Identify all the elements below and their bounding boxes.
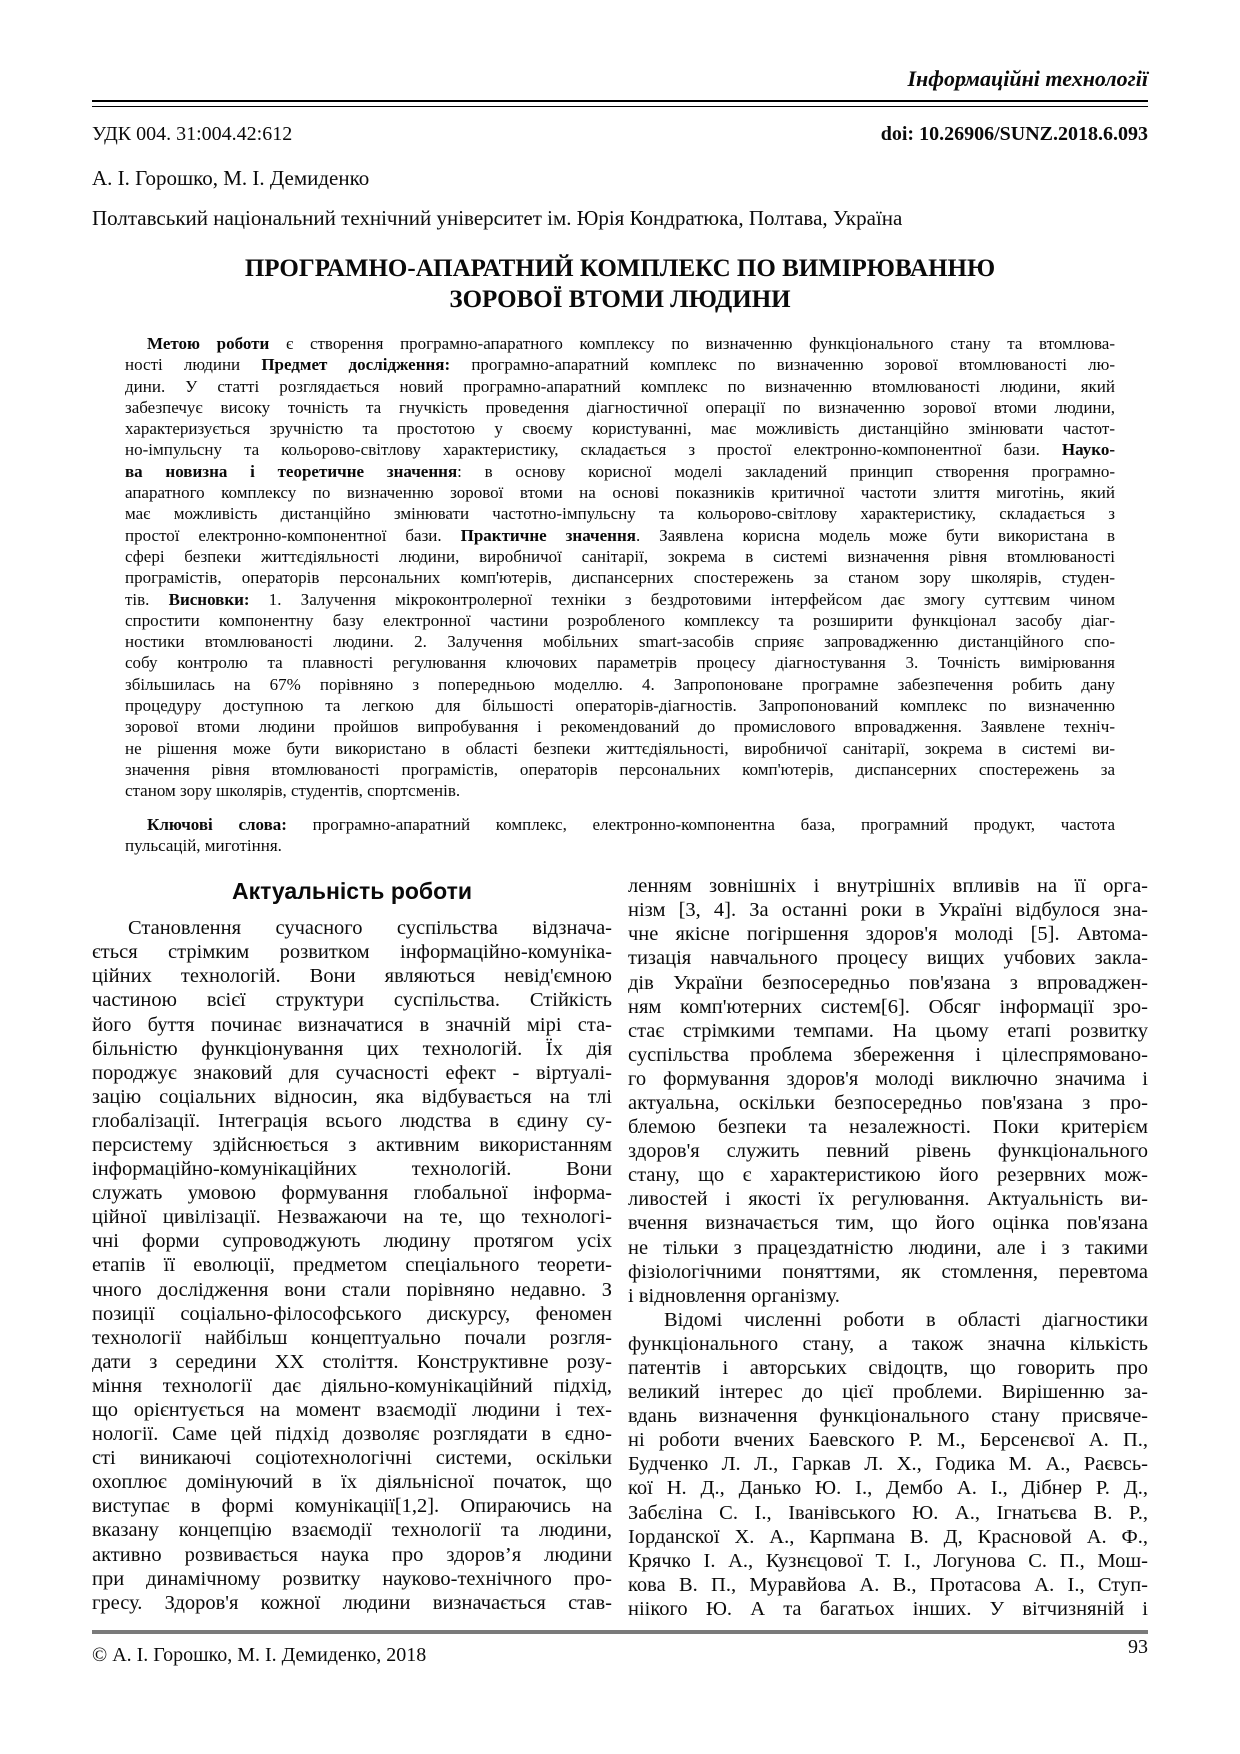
text-line: пульсацій, миготіння. <box>125 835 282 855</box>
affiliation-line: Полтавський національний технічний університет ім. Юрія Кондратюка, Полтава, Україна <box>92 206 903 230</box>
text-line: не рішення може бути використано в області безпеки життєдіяльності, виробничої санітарії, зокрема в системі ви- <box>125 738 1115 758</box>
text-line: функціонального стану, а також значна кількість <box>628 1332 1148 1355</box>
text-line: технології найбільш концептуально почали розгля- <box>92 1326 612 1349</box>
text-line: інформаційно-комунікаційних технологій. Вони <box>92 1158 612 1181</box>
footer-row <box>92 1634 1148 1667</box>
text-line: процедуру доступною та легкою для більшості операторів-діагностів. Запропонований комплекс по визначенню <box>125 696 1115 716</box>
text-line: нізм [3, 4]. За останні роки в Україні відбулося зна- <box>628 899 1148 922</box>
paper-title <box>92 253 1148 315</box>
text-line: тизація навчального процесу вищих учбових закла- <box>628 947 1148 970</box>
text-line: програмістів, операторів персональних комп'ютерів, диспансерних спостережень за станом зору школярів, студен- <box>125 568 1115 588</box>
text-line: великий інтерес до цієї проблеми. Вирішенню за- <box>628 1381 1148 1404</box>
paper-title-line-1: ПРОГРАМНО-АПАРАТНИЙ КОМПЛЕКС ПО ВИМІРЮВАННЮ <box>244 255 996 282</box>
text-line: Метою роботи є створення програмно-апаратного комплексу по визначенню функціонального стану та втомлюва- <box>147 334 1115 353</box>
text-line: що орієнтується на момент взаємодії людини і тех- <box>92 1399 612 1421</box>
text-line: характеризується зручністю та простотою у своєму користуванні, має можливість дистанційно змінювати частот- <box>125 419 1115 439</box>
text-line: забезпечує високу точність та гнучкість проведення діагностичної операції по визначенню зорової втоми людини, <box>125 397 1115 417</box>
text-line: і відновлення організму. <box>628 1284 840 1307</box>
copyright-line: © А. І. Горошко, М. І. Демиденко, 2018 <box>92 1644 427 1666</box>
text-line: ливостей і якості їх регулювання. Актуальність ви- <box>628 1188 1148 1211</box>
text-line: простої електронно-компонентної бази. Практичне значення. Заявлена корисна модель може бути використана в <box>125 525 1115 545</box>
text-line: Відомі численні роботи в області діагностики <box>664 1308 1148 1331</box>
text-line: вказану концепцію взаємодії технології та людини, <box>92 1519 612 1542</box>
text-line: ва новизна і теоретичне значення: в основу корисної моделі закладений принцип створення програмно- <box>125 461 1115 481</box>
text-line: Будченко Л. Л., Гаркав Л. Х., Годика М. А., Раєвсь- <box>628 1453 1148 1476</box>
text-line: чного дослідження вони стали порівняно недавно. З <box>92 1278 612 1301</box>
text-line: ційної цивілізації. Незважаючи на те, що технологі- <box>92 1206 612 1229</box>
abstract-block <box>92 333 1148 802</box>
text-line: ційних технологій. Вони являються невід'ємною <box>92 965 612 988</box>
text-line: служать умовою формування глобальної інформа- <box>92 1182 612 1205</box>
text-line: охоплює домінуючий в їх діяльнісної початок, що <box>92 1471 612 1494</box>
text-line: фізіологічними поняттями, як стомлення, перевтома <box>628 1260 1148 1283</box>
text-line: актуальна, оскільки безпосередньо пов'язана з про- <box>628 1091 1148 1114</box>
text-line: тів. Висновки: 1. Залучення мікроконтролерної техніки з бездротовими інтерфейсом дає змогу суттєвим чином <box>125 589 1115 609</box>
left-column <box>92 874 612 1615</box>
text-line: зацію соціальних відносин, яка відбувається на тлі <box>92 1085 612 1108</box>
doi-label: doi: 10.26906/SUNZ.2018.6.093 <box>880 123 1148 145</box>
text-line: при динамічному розвитку науково-технічного про- <box>92 1567 612 1590</box>
text-line: його буття починає визначатися в значній мірі ста- <box>92 1013 612 1036</box>
text-line: персистему здійснюється з активним використанням <box>92 1133 612 1156</box>
text-line: стає стрімкими темпами. На цьому етапі розвитку <box>628 1019 1148 1042</box>
text-line: вдань визначення функціонального стану присвяче- <box>628 1405 1148 1428</box>
text-line: вчення визначається тим, що його оцінка пов'язана <box>628 1212 1148 1235</box>
text-line: більністю функціонування цих технологій. Їх дія <box>92 1037 612 1060</box>
text-line: сфері безпеки життєдіяльності людини, виробничої санітарії, зокрема в системі визначення рівня втомлюваності <box>125 546 1115 566</box>
text-line: зорової втоми людини пройшов випробування і рекомендований до промислового впровадження. Заявлене техніч- <box>125 717 1115 737</box>
text-line: но-імпульсну та кольорово-світлову характеристику, складається з простої електронно-компонентної бази. Науко- <box>125 440 1115 460</box>
text-line: сті виникаючі соціотехнологічні системи, оскільки <box>92 1447 612 1470</box>
text-line: Крячко І. А., Кузнєцової Т. І., Логунова С. П., Мош- <box>628 1549 1148 1572</box>
text-line: ням комп'ютерних систем[6]. Обсяг інформації зро- <box>628 995 1148 1018</box>
text-line: не тільки з працездатністю людини, але і з такими <box>628 1236 1148 1259</box>
text-line: виступає в формі комунікації[1,2]. Опираючись на <box>92 1495 612 1518</box>
udk-doi-row <box>92 123 1148 146</box>
text-line: го формування здоров'я молоді виключно значима і <box>628 1067 1148 1090</box>
text-line: станом зору школярів, студентів, спортсменів. <box>125 781 461 801</box>
text-line: чні форми супроводжують людину протягом усіх <box>92 1230 612 1253</box>
authors-line: А. І. Горошко, М. І. Демиденко <box>92 166 370 190</box>
text-line: породжує знаковий для сучасності ефект - віртуалі- <box>92 1061 612 1084</box>
text-line: нології. Саме цей підхід дозволяє розглядати в єдно- <box>92 1423 612 1446</box>
section-heading: Актуальність роботи <box>231 878 473 905</box>
right-column <box>628 874 1148 1621</box>
text-line: суспільства проблема збереження і цілеспрямовано- <box>628 1043 1148 1066</box>
text-line: міння технології дає діяльно-комунікаційний підхід, <box>92 1374 612 1397</box>
text-line: етапів її еволюції, предметом спеціального теорети- <box>92 1254 612 1277</box>
body-columns <box>92 874 1148 1621</box>
text-line: собу контролю та плавності регулювання ключових параметрів процесу діагностування 3. Точність вимірювання <box>125 653 1115 673</box>
text-line: дини. У статті розглядається новий програмно-апаратний комплекс по визначенню втомлюваності людини, який <box>125 376 1115 396</box>
text-line: спростити компонентну базу електронної частини розробленого комплексу та розширити функціонал засобу діаг- <box>125 610 1115 630</box>
left-column-text <box>92 916 612 1615</box>
text-line: Ключові слова: програмно-апаратний комплекс, електронно-компонентна база, програмний продукт, частота <box>147 814 1115 834</box>
text-line: ності людини Предмет дослідження: програмно-апаратний комплекс по визначенню зорової втомлюваності лю- <box>125 355 1116 375</box>
page-number: 93 <box>1128 1636 1148 1658</box>
text-line: дів України безпосередньо пов'язана з впроваджен- <box>628 971 1148 994</box>
text-line: ніікого Ю. А та багатьох інших. У вітчизняній і <box>628 1597 1148 1620</box>
text-line: ленням зовнішніх і внутрішніх впливів на її орга- <box>628 875 1148 898</box>
text-line: здоров'я служить певний рівень функціонального <box>628 1140 1148 1163</box>
text-line: дати з середини XX століття. Конструктивне розу- <box>92 1350 612 1373</box>
page-footer <box>92 1630 1148 1667</box>
paper-title-line-2: ЗОРОВОЇ ВТОМИ ЛЮДИНИ <box>449 286 791 313</box>
text-line: глобалізації. Інтеграція всього людства в єдину су- <box>92 1109 612 1132</box>
text-line: активно розвивається наука про здоров’я людини <box>92 1543 612 1566</box>
text-line: Іорданскої Х. А., Карпмана В. Д, Красновой А. Ф., <box>628 1525 1148 1548</box>
text-line: стану, що є характеристикою його резервних мож- <box>628 1164 1148 1187</box>
text-line: гресу. Здоров'я кожної людини визначається став- <box>92 1591 612 1614</box>
text-line: позиції соціально-філософського дискурсу, феномен <box>92 1302 612 1325</box>
right-column-text <box>628 874 1148 1621</box>
keywords-block <box>92 814 1148 857</box>
text-line: Становлення сучасного суспільства відзнача- <box>128 917 612 940</box>
text-line: Забєліна С. І., Іванівського Ю. А., Ігнатьєва В. Р., <box>628 1501 1148 1524</box>
text-line: ється стрімким розвитком інформаційно-комуніка- <box>92 941 612 964</box>
text-line: патентів і авторських свідоцтв, що говорить про <box>628 1357 1148 1379</box>
text-line: значення рівня втомлюваності програмістів, операторів персональних комп'ютерів, диспансерних спостережень за <box>125 759 1115 779</box>
text-line: апаратного комплексу по визначенню зорової втоми на основі показників критичної частоти злиття миготінь, який <box>125 483 1115 503</box>
journal-section-label: Інформаційні технології <box>907 66 1148 91</box>
text-line: ні роботи вчених Баевского Р. М., Берсенєвої А. П., <box>628 1429 1148 1452</box>
text-line: блемою безпеки та незалежності. Поки критерієм <box>628 1116 1148 1139</box>
text-line: чне якісне погіршення здоров'я молоді [5]. Автома- <box>628 923 1148 946</box>
udk-label: УДК 004. 31:004.42:612 <box>92 123 293 145</box>
text-line: кої Н. Д., Данько Ю. І., Дембо А. І., Дібнер Р. Д., <box>628 1477 1148 1500</box>
header-double-rule <box>92 100 1148 107</box>
text-line: має можливість дистанційно змінювати частотно-імпульсну та кольорово-світлову характеристику, складається з <box>125 504 1115 524</box>
text-line: кова В. П., Муравйова А. В., Протасова А. І., Ступ- <box>628 1573 1148 1596</box>
text-line: збільшилась на 67% порівняно з попередньою моделлю. 4. Запропоноване програмне забезпечення робить дану <box>125 674 1115 694</box>
text-line: частиною всієї структури суспільства. Стійкість <box>92 989 612 1012</box>
text-line: ностики втомлюваності людини. 2. Залучення мобільних smart-засобів сприяє запровадженню дистанційного спо- <box>125 632 1115 652</box>
